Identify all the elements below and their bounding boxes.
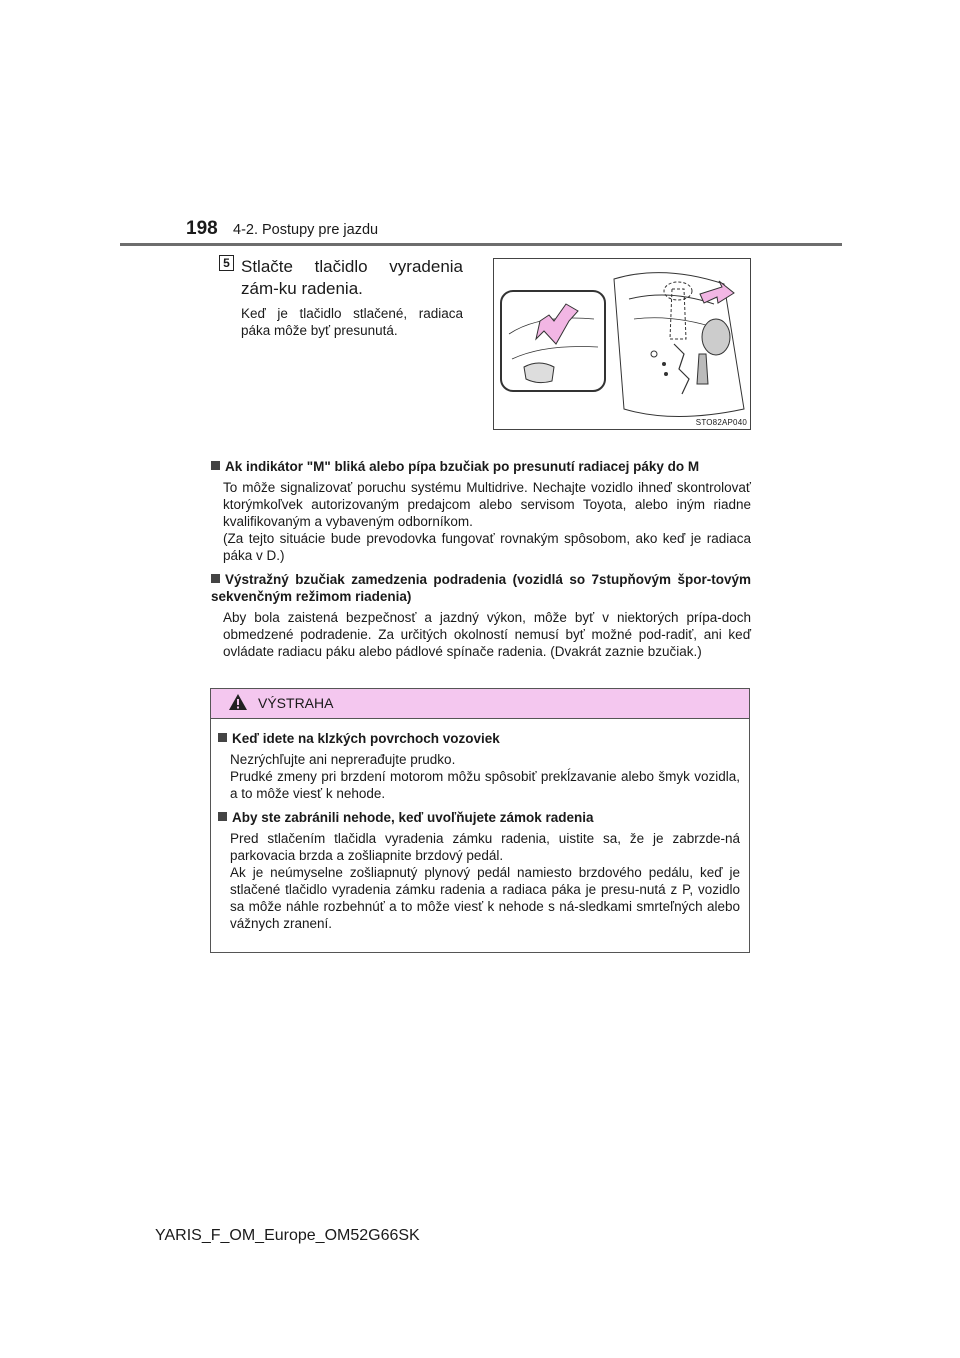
warning-item-text-2: Prudké zmeny pri brzdení motorom môžu spôsobiť prekĺzavanie alebo šmyk vozidla, a to môže viesť k nehode.: [230, 769, 740, 801]
warning-item-heading: Aby ste zabránili nehode, keď uvoľňujete zámok radenia: [218, 809, 740, 826]
warning-item-heading: Keď idete na klzkých povrchoch vozoviek: [218, 730, 740, 747]
note-1: [211, 458, 751, 564]
square-bullet-icon: [218, 812, 227, 821]
warning-box: [210, 688, 750, 953]
square-bullet-icon: [211, 461, 220, 470]
note-2: [211, 571, 751, 660]
shift-lock-illustration-icon: [494, 259, 750, 429]
warning-item-1: [218, 730, 740, 802]
note-body: Aby bola zaistená bezpečnosť a jazdný výkon, môže byť v niektorých prípa-doch obmedzené podradenie. Za určitých okolností nemusí byť možné pod-radiť, ani keď ovládate radiacu páku alebo pádlové spínače radenia. (Dvakrát zaznie bzučiak.): [223, 610, 751, 659]
figure-code: STO82AP040: [695, 418, 747, 427]
note-heading: Ak indikátor "M" bliká alebo pípa bzučiak po presunutí radiacej páky do M: [211, 458, 751, 475]
warning-item-text: Pred stlačením tlačidla vyradenia zámku radenia, uistite sa, že je zabrzde-ná parkovacia brzda a zošliapnite brzdový pedál.: [230, 831, 740, 863]
note-heading: Výstražný bzučiak zamedzenia podradenia (vozidlá so 7stupňovým špor-tovým sekvenčným režimom riadenia): [211, 572, 751, 604]
step-note: Keď je tlačidlo stlačené, radiaca páka môže byť presunutá.: [241, 306, 463, 338]
warning-header: [211, 689, 749, 719]
warning-item-2: [218, 809, 740, 932]
header-divider: [120, 243, 842, 246]
step-number-badge: 5: [219, 255, 234, 271]
warning-label: VÝSTRAHA: [258, 695, 334, 711]
warning-item-text: Nezrýchľujte ani neprerađujte prudko.: [230, 752, 456, 767]
warning-item-text-2: Ak je neúmyselne zošliapnutý plynový pedál namiesto brzdového pedálu, keď je stlačené tlačidlo vyradenia zámku radenia a radiaca páka je presu-nutá z P, vozidlo sa môže náhle rozbehnúť a to môže viesť k nehode s ná-sledkami smrteľných alebo vážnych zranení.: [230, 865, 740, 931]
warning-triangle-icon: [228, 693, 248, 711]
square-bullet-icon: [211, 574, 220, 583]
note-body-2: (Za tejto situácie bude prevodovka fungovať rovnakým spôsobom, ako keď je radiaca páka v D.): [223, 531, 751, 563]
step-instruction: Stlačte tlačidlo vyradenia zám-ku radenia.: [241, 257, 463, 298]
section-title: 4-2. Postupy pre jazdu: [233, 222, 379, 238]
shift-lock-figure: [493, 258, 751, 430]
note-body: To môže signalizovať poruchu systému Multidrive. Nechajte vozidlo ihneď skontrolovať ktorýmkoľvek autorizovaným predajcom alebo servisom Toyota, alebo iným riadne kvalifikovaným a vybaveným odborníkom.: [223, 480, 751, 529]
document-id-footer: YARIS_F_OM_Europe_OM52G66SK: [155, 1227, 420, 1244]
square-bullet-icon: [218, 733, 227, 742]
page-number: 198: [186, 218, 218, 239]
